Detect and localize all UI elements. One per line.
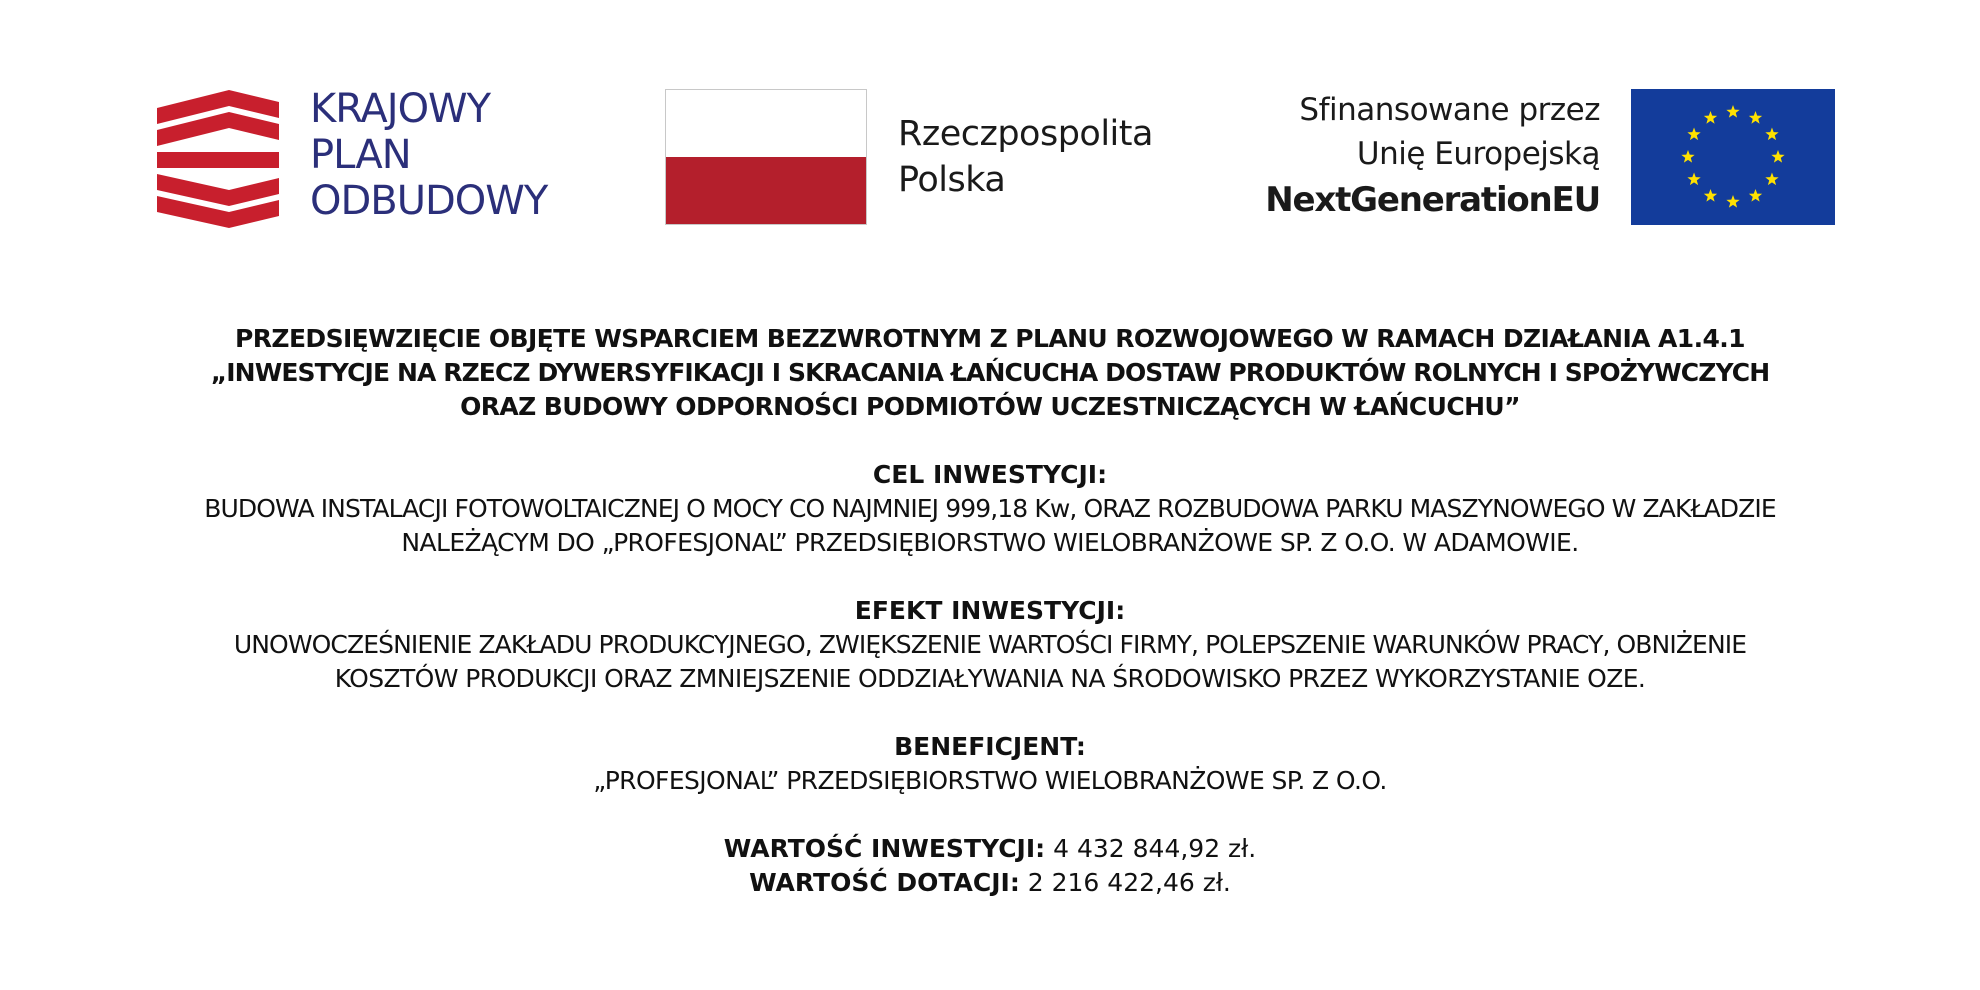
kpo-logo-mark	[157, 90, 279, 228]
eu-logo-text	[1265, 88, 1600, 224]
kpo-logo-text	[310, 86, 547, 224]
eu-logo-line-2: Unię Europejską	[1356, 136, 1600, 172]
header-line-3: ORAZ BUDOWY ODPORNOŚCI PODMIOTÓW UCZESTNICZĄCYCH W ŁAŃCUCHU”	[460, 392, 1520, 421]
eu-logo-line-1: Sfinansowane przez	[1299, 92, 1600, 128]
rp-logo-line-1: Rzeczpospolita	[898, 114, 1153, 154]
grant-value-label: WARTOŚĆ DOTACJI:	[749, 868, 1020, 897]
polish-flag-icon	[665, 89, 867, 225]
effect-line-2: KOSZTÓW PRODUKCJI ORAZ ZMNIEJSZENIE ODDZIAŁYWANIA NA ŚRODOWISKO PRZEZ WYKORZYSTANIE OZE.	[334, 664, 1646, 693]
goal-line-1: BUDOWA INSTALACJI FOTOWOLTAICZNEJ O MOCY CO NAJMNIEJ 999,18 Kw, ORAZ ROZBUDOWA PARKU MASZYNOWEGO W ZAKŁADZIE	[204, 494, 1776, 523]
grant-value-row	[40, 866, 1940, 900]
kpo-logo-line-2: PLAN	[310, 132, 411, 178]
header-line-2: „INWESTYCJE NA RZECZ DYWERSYFIKACJI I SKRACANIA ŁAŃCUCHA DOSTAW PRODUKTÓW ROLNYCH I SPOŻYWCZYCH	[210, 358, 1770, 387]
effect-line-1: UNOWOCZEŚNIENIE ZAKŁADU PRODUKCYJNEGO, ZWIĘKSZENIE WARTOŚCI FIRMY, POLEPSZENIE WARUNKÓW PRACY, OBNIŻENIE	[233, 630, 1747, 659]
kpo-logo-line-3: ODBUDOWY	[310, 178, 548, 224]
eu-flag-icon	[1631, 89, 1835, 225]
beneficiary-label: BENEFICJENT:	[894, 732, 1086, 761]
eu-logo-line-3: NextGenerationEU	[1265, 180, 1600, 220]
grant-value: 2 216 422,46 zł.	[1027, 868, 1231, 897]
kpo-logo-line-1: KRAJOWY	[310, 86, 491, 132]
beneficiary-value: „PROFESJONAL” PRZEDSIĘBIORSTWO WIELOBRANŻOWE SP. Z O.O.	[593, 766, 1387, 795]
effect-label: EFEKT INWESTYCJI:	[854, 596, 1126, 625]
header-line-1: PRZEDSIĘWZIĘCIE OBJĘTE WSPARCIEM BEZZWROTNYM Z PLANU ROZWOJOWEGO W RAMACH DZIAŁANIA A1.4.1	[235, 324, 1745, 353]
project-description	[40, 322, 1940, 900]
investment-value-row	[40, 832, 1940, 866]
goal-label: CEL INWESTYCJI:	[872, 460, 1108, 489]
rp-logo-line-2: Polska	[898, 160, 1006, 200]
rp-logo-text	[898, 111, 1153, 203]
investment-value: 4 432 844,92 zł.	[1053, 834, 1257, 863]
investment-value-label: WARTOŚĆ INWESTYCJI:	[723, 834, 1046, 863]
goal-line-2: NALEŻĄCYM DO „PROFESJONAL” PRZEDSIĘBIORSTWO WIELOBRANŻOWE SP. Z O.O. W ADAMOWIE.	[401, 528, 1579, 557]
